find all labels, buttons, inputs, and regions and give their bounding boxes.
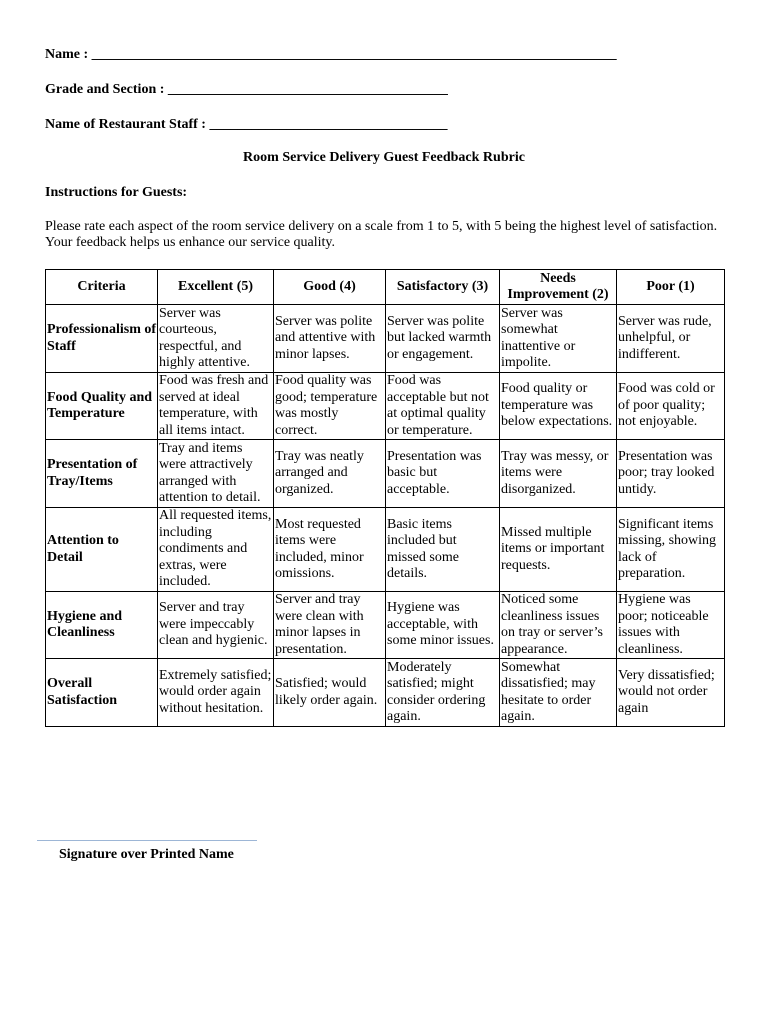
table-cell: Satisfied; would likely order again. (274, 659, 386, 727)
table-header-row (46, 270, 725, 305)
table-row (46, 305, 725, 373)
table-cell: Server was somewhat inattentive or impolite. (500, 305, 617, 373)
table-cell: Noticed some cleanliness issues on tray or server’s appearance. (500, 592, 617, 659)
table-cell: Tray was messy, or items were disorganized. (500, 440, 617, 508)
table-row (46, 659, 725, 727)
table-cell: Hygiene was acceptable, with some minor issues. (386, 592, 500, 659)
table-cell: Very dissatisfied; would not order again (617, 659, 725, 727)
table-cell: Server and tray were clean with minor lapses in presentation. (274, 592, 386, 659)
criteria-cell: Hygiene and Cleanliness (46, 592, 158, 659)
criteria-cell: Attention to Detail (46, 508, 158, 592)
header-needs-improvement: Needs Improvement (2) (500, 270, 617, 305)
table-cell: Server was polite but lacked warmth or engagement. (386, 305, 500, 373)
grade-section-field[interactable]: Grade and Section : ________________________________________ (45, 82, 448, 97)
table-cell: Missed multiple items or important requests. (500, 508, 617, 592)
table-cell: Food was cold or of poor quality; not enjoyable. (617, 373, 725, 440)
table-cell: Presentation was basic but acceptable. (386, 440, 500, 508)
table-cell: Food was acceptable but not at optimal quality or temperature. (386, 373, 500, 440)
header-criteria: Criteria (46, 270, 158, 305)
table-cell: Server and tray were impeccably clean and hygienic. (158, 592, 274, 659)
restaurant-staff-field[interactable]: Name of Restaurant Staff : __________________________________ (45, 117, 448, 132)
criteria-cell: Overall Satisfaction (46, 659, 158, 727)
header-satisfactory: Satisfactory (3) (386, 270, 500, 305)
criteria-cell: Presentation of Tray/Items (46, 440, 158, 508)
instructions-text: Please rate each aspect of the room service delivery on a scale from 1 to 5, with 5 being the highest level of satisfaction. Your feedback helps us enhance our service quality. (45, 219, 718, 250)
table-cell: Food was fresh and served at ideal temperature, with all items intact. (158, 373, 274, 440)
header-good: Good (4) (274, 270, 386, 305)
table-cell: Tray was neatly arranged and organized. (274, 440, 386, 508)
rubric-table (45, 269, 725, 727)
table-cell: Server was rude, unhelpful, or indifferent. (617, 305, 725, 373)
criteria-cell: Professionalism of Staff (46, 305, 158, 373)
table-cell: Food quality was good; temperature was mostly correct. (274, 373, 386, 440)
table-cell: Most requested items were included, minor omissions. (274, 508, 386, 592)
table-cell: All requested items, including condiments and extras, were included. (158, 508, 274, 592)
signature-label: Signature over Printed Name (59, 847, 234, 862)
criteria-cell: Food Quality and Temperature (46, 373, 158, 440)
table-cell: Server was polite and attentive with minor lapses. (274, 305, 386, 373)
instructions-heading: Instructions for Guests: (45, 185, 188, 200)
table-cell: Hygiene was poor; noticeable issues with cleanliness. (617, 592, 725, 659)
table-cell: Presentation was poor; tray looked untidy. (617, 440, 725, 508)
header-excellent: Excellent (5) (158, 270, 274, 305)
table-row (46, 592, 725, 659)
table-row (46, 440, 725, 508)
document-title: Room Service Delivery Guest Feedback Rubric (243, 150, 525, 165)
header-poor: Poor (1) (617, 270, 725, 305)
name-field[interactable]: Name : ___________________________________________________________________________ (45, 47, 617, 62)
table-cell: Basic items included but missed some details. (386, 508, 500, 592)
table-cell: Food quality or temperature was below expectations. (500, 373, 617, 440)
table-cell: Somewhat dissatisfied; may hesitate to order again. (500, 659, 617, 727)
table-cell: Moderately satisfied; might consider ordering again. (386, 659, 500, 727)
table-cell: Significant items missing, showing lack of preparation. (617, 508, 725, 592)
table-row (46, 508, 725, 592)
table-cell: Tray and items were attractively arranged with attention to detail. (158, 440, 274, 508)
table-cell: Server was courteous, respectful, and highly attentive. (158, 305, 274, 373)
table-row (46, 373, 725, 440)
signature-line (37, 840, 257, 841)
table-cell: Extremely satisfied; would order again without hesitation. (158, 659, 274, 727)
